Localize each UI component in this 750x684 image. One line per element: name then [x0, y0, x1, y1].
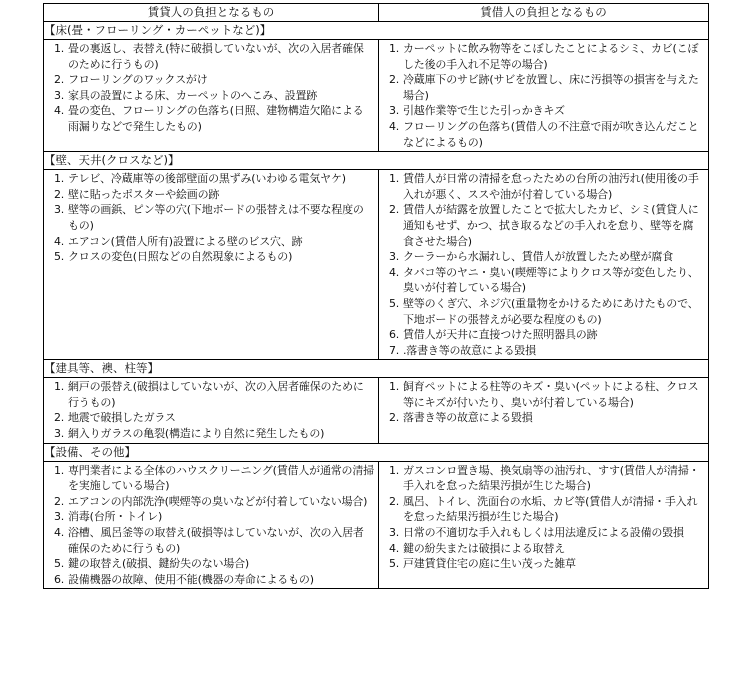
landlord-cell	[44, 40, 379, 152]
list-item	[389, 379, 704, 410]
tenant-cell	[379, 461, 709, 589]
item-number: 2.	[389, 73, 400, 87]
list-item	[54, 202, 374, 233]
item-text: 消毒(台所・トイレ)	[68, 510, 163, 524]
section-row	[44, 443, 709, 461]
item-text: カーペットに飲み物等をこぼしたことによるシミ、カビ(こぼした後の手入れ不足等の場合)	[403, 42, 699, 71]
item-number: 1.	[389, 172, 400, 186]
section-title: 【床(畳・フローリング・カーペットなど)】	[44, 22, 709, 40]
item-text: 鍵の取替え(破損、鍵紛失のない場合)	[68, 557, 249, 571]
list-item	[54, 572, 374, 588]
list-item	[389, 41, 704, 72]
item-text: 冷蔵庫下のサビ跡(サビを放置し、床に汚損等の損害を与えた場合)	[403, 73, 699, 102]
items-row	[44, 461, 709, 589]
item-number: 1.	[54, 380, 65, 394]
list-item	[54, 556, 374, 572]
list-item	[389, 463, 704, 494]
item-number: 3.	[54, 203, 65, 217]
item-number: 1.	[389, 380, 400, 394]
list-item	[54, 171, 374, 187]
list-item	[54, 379, 374, 410]
list-item	[54, 88, 374, 104]
item-number: 4.	[389, 541, 400, 555]
list-item	[389, 72, 704, 103]
list-item	[54, 494, 374, 510]
item-text: テレビ、冷蔵庫等の後部壁面の黒ずみ(いわゆる電気ヤケ)	[68, 172, 346, 186]
section-row	[44, 360, 709, 378]
list-item	[54, 249, 374, 265]
item-text: ガスコンロ置き場、換気扇等の油汚れ、すす(賃借人が清掃・手入れを怠った結果汚損が生じた場合)	[403, 463, 700, 493]
item-text: .落書き等の故意による毀損	[403, 343, 536, 357]
item-text: 壁等のくぎ穴、ネジ穴(重量物をかけるためにあけたもので、下地ボードの張替えが必要な程度のもの)	[403, 296, 699, 326]
item-number: 5.	[54, 557, 65, 571]
item-text: 網戸の張替え(破損はしていないが、次の入居者確保のために行うもの)	[68, 380, 364, 409]
section-row	[44, 22, 709, 40]
item-text: 戸建賃貸住宅の庭に生い茂った雑草	[403, 557, 576, 571]
item-text: 落書き等の故意による毀損	[403, 411, 533, 425]
item-number: 4.	[54, 104, 65, 118]
header-tenant: 賃借人の負担となるもの	[379, 4, 709, 22]
tenant-cell	[379, 170, 709, 360]
item-text: 賃借人が日常の清掃を怠ったための台所の油汚れ(使用後の手入れが悪く、ススや油が付着している場合)	[403, 172, 699, 201]
landlord-item-list	[44, 171, 378, 265]
item-number: 3.	[389, 526, 400, 540]
item-text: 浴槽、風呂釜等の取替え(破損等はしていないが、次の入居者確保のために行うもの)	[68, 526, 364, 555]
list-item	[389, 296, 704, 327]
items-row	[44, 170, 709, 360]
responsibility-table	[43, 3, 709, 589]
landlord-cell	[44, 461, 379, 589]
tenant-cell	[379, 40, 709, 152]
item-text: フローリングのワックスがけ	[68, 73, 208, 87]
list-item	[389, 494, 704, 525]
item-number: 3.	[54, 510, 65, 524]
item-text: 専門業者による全体のハウスクリーニング(賃借人が通常の清掃を実施している場合)	[68, 463, 374, 493]
item-text: 賃借人が天井に直接つけた照明器具の跡	[403, 328, 598, 342]
item-text: エアコンの内部洗浄(喫煙等の臭いなどが付着していない場合)	[68, 494, 368, 508]
item-number: 6.	[389, 328, 400, 342]
item-number: 4.	[54, 234, 65, 248]
item-text: 賃借人が結露を放置したことで拡大したカビ、シミ(賃貸人に通知もせず、かつ、拭き取るなどの手入れを怠り、壁等を腐食させた場合)	[403, 203, 699, 248]
items-row	[44, 378, 709, 443]
item-text: クーラーから水漏れし、賃借人が放置したため壁が腐食	[403, 250, 673, 264]
item-text: 畳の裏返し、表替え(特に破損していないが、次の入居者確保のために行うもの)	[68, 42, 364, 71]
list-item	[389, 171, 704, 202]
landlord-item-list	[44, 379, 378, 441]
list-item	[389, 525, 704, 541]
item-number: 6.	[54, 572, 65, 586]
list-item	[54, 72, 374, 88]
item-text: 壁に貼ったポスターや絵画の跡	[68, 187, 220, 201]
list-item	[389, 541, 704, 557]
tenant-cell	[379, 378, 709, 443]
table-body	[44, 22, 709, 589]
item-number: 7.	[389, 343, 400, 357]
item-text: エアコン(賃借人所有)設置による壁のビス穴、跡	[68, 234, 303, 248]
item-text: 日常の不適切な手入れもしくは用法違反による設備の毀損	[403, 526, 684, 540]
item-text: 設備機器の故障、使用不能(機器の寿命によるもの)	[68, 572, 314, 586]
landlord-item-list	[44, 41, 378, 135]
list-item	[389, 556, 704, 572]
header-row	[44, 4, 709, 22]
item-number: 1.	[389, 42, 400, 55]
list-item	[389, 410, 704, 426]
item-number: 2.	[389, 411, 400, 425]
item-text: 家具の設置による床、カーペットのへこみ、設置跡	[68, 88, 318, 102]
list-item	[54, 509, 374, 525]
item-number: 5.	[54, 250, 65, 264]
item-number: 3.	[389, 104, 400, 118]
item-number: 2.	[389, 494, 400, 508]
item-text: 畳の変色、フローリングの色落ち(日照、建物構造欠陥による雨漏りなどで発生したもの)	[68, 104, 364, 133]
item-number: 2.	[54, 73, 65, 87]
section-title: 【設備、その他】	[44, 443, 709, 461]
item-text: 飼育ペットによる柱等のキズ・臭い(ペットによる柱、クロス等にキズが付いたり、臭いが付着している場合)	[403, 380, 699, 409]
item-number: 1.	[389, 463, 400, 477]
item-number: 1.	[54, 42, 65, 55]
list-item	[389, 103, 704, 119]
tenant-item-list	[379, 171, 708, 358]
item-text: 地震で破損したガラス	[68, 411, 176, 425]
list-item	[389, 249, 704, 265]
item-number: 2.	[389, 203, 400, 217]
item-text: 鍵の紛失または破損による取替え	[403, 541, 565, 555]
landlord-item-list	[44, 463, 378, 588]
item-text: 風呂、トイレ、洗面台の水垢、カビ等(賃借人が清掃・手入れを怠った結果汚損が生じた場合)	[403, 494, 698, 524]
landlord-cell	[44, 378, 379, 443]
item-number: 4.	[389, 119, 400, 133]
item-text: 壁等の画鋲、ピン等の穴(下地ボードの張替えは不要な程度のもの)	[68, 203, 364, 232]
item-text: 引越作業等で生じた引っかきキズ	[403, 104, 565, 118]
header-landlord: 賃貸人の負担となるもの	[44, 4, 379, 22]
item-number: 5.	[389, 557, 400, 571]
list-item	[54, 234, 374, 250]
list-item	[54, 103, 374, 134]
list-item	[389, 265, 704, 296]
items-row	[44, 40, 709, 152]
item-number: 2.	[54, 187, 65, 201]
item-text: クロスの変色(日照などの自然現象によるもの)	[68, 250, 293, 264]
list-item	[54, 525, 374, 556]
item-text: 網入りガラスの亀裂(構造により自然に発生したもの)	[68, 427, 325, 441]
tenant-item-list	[379, 379, 708, 426]
tenant-item-list	[379, 41, 708, 150]
item-number: 3.	[54, 88, 65, 102]
item-number: 4.	[389, 265, 400, 279]
item-number: 1.	[54, 463, 65, 477]
list-item	[389, 327, 704, 343]
landlord-cell	[44, 170, 379, 360]
item-text: フローリングの色落ち(賃借人の不注意で雨が吹き込んだことなどによるもの)	[403, 119, 699, 149]
item-number: 5.	[389, 296, 400, 310]
list-item	[54, 410, 374, 426]
list-item	[389, 343, 704, 359]
item-number: 3.	[389, 250, 400, 264]
item-number: 2.	[54, 411, 65, 425]
section-row	[44, 152, 709, 170]
item-number: 1.	[54, 172, 65, 186]
list-item	[54, 463, 374, 494]
tenant-item-list	[379, 463, 708, 572]
item-number: 4.	[54, 526, 65, 540]
list-item	[54, 187, 374, 203]
list-item	[54, 41, 374, 72]
item-number: 3.	[54, 427, 65, 441]
item-text: タバコ等のヤニ・臭い(喫煙等によりクロス等が変色したり、臭いが付着している場合)	[403, 265, 699, 295]
list-item	[54, 426, 374, 442]
section-title: 【建具等、襖、柱等】	[44, 360, 709, 378]
section-title: 【壁、天井(クロスなど)】	[44, 152, 709, 170]
item-number: 2.	[54, 494, 65, 508]
list-item	[389, 119, 704, 150]
list-item	[389, 202, 704, 249]
